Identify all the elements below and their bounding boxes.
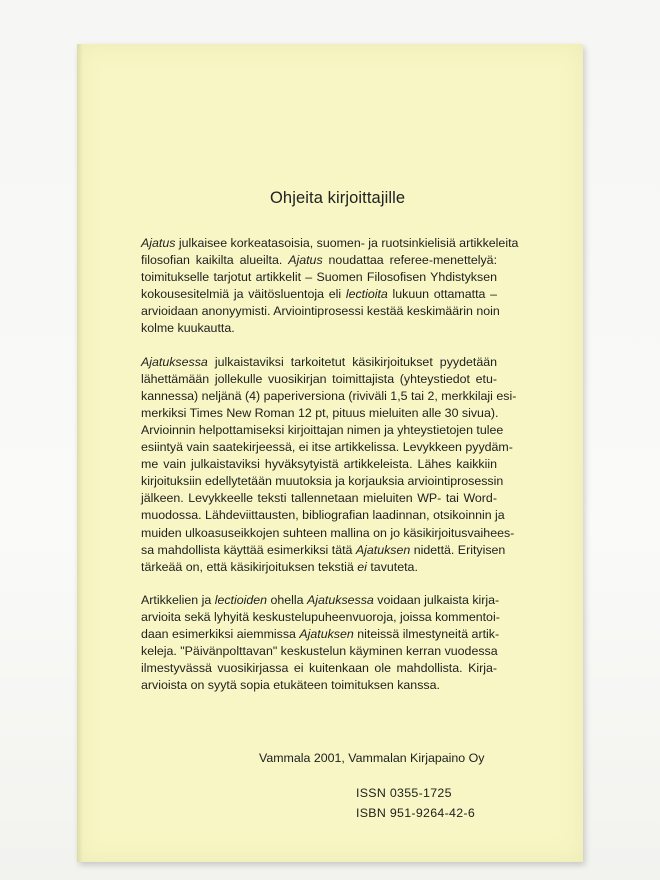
text-run: arvioista on syytä sopia etukäteen toimituksen kanssa.	[141, 678, 440, 693]
italic-text: ei	[357, 559, 367, 574]
italic-text: Ajatuksessa	[307, 592, 374, 607]
text-run: muiden ulkoasuseikkojen suhteen mallina on jo käsikirjoitusvaihees-	[141, 525, 515, 540]
text-run: arvioidaan anonyymisti. Arviointiprosessi kestää keskimäärin noin	[141, 304, 500, 319]
text-run: kannessa) neljänä (4) paperiversiona (riviväli 1,5 tai 2, merkkilaji esi-	[141, 388, 517, 403]
text-run: daan esimerkiksi aiemmissa	[141, 626, 300, 641]
italic-text: Ajatus	[288, 253, 323, 268]
text-run: julkaistaviksi tarkoitetut käsikirjoitukset pyydetään	[207, 354, 497, 369]
text-run: voidaan julkaista kirja-	[373, 592, 500, 607]
text-run: tavuteta.	[366, 559, 418, 574]
text-run: sa mahdollista käyttää esimerkiksi tätä	[141, 542, 356, 557]
isbn-number: ISBN 951-9264-42-6	[356, 806, 476, 820]
text-run: noudattaa referee-menettelyä:	[322, 253, 498, 268]
text-run: keleja. "Päivänpolttavan" keskustelun käyminen kerran vuodessa	[141, 644, 498, 659]
italic-text: lectioita	[345, 287, 388, 302]
text-run: kokousesitelmiä ja väitösluentoja eli	[141, 287, 346, 302]
book-back-cover	[77, 44, 583, 862]
italic-text: Ajatus	[141, 236, 176, 250]
text-run: nidettä. Erityisen	[410, 542, 506, 557]
text-run: esiintyä vain saatekirjeessä, ei itse artikkelissa. Levykkeen pyydäm-	[141, 440, 513, 455]
text-run: arvioita sekä lyhyitä keskustelupuheenvuoroja, joissa kommentoi-	[141, 609, 500, 624]
text-run: lukuun ottamatta –	[387, 287, 498, 302]
text-run: lähettämään jollekulle vuosikirjan toimittajista (yhteystiedot etu-	[141, 371, 497, 386]
issn-number: ISSN 0355-1725	[356, 786, 452, 800]
italic-text: Ajatuksessa	[141, 354, 208, 369]
text-run: kirjoituksiin edellytetään muutoksia ja korjauksia arviointiprosessin	[141, 474, 504, 489]
text-run: Artikkelien ja	[141, 592, 215, 607]
italic-text: Ajatuksen	[299, 626, 354, 641]
text-run: kolme kuukautta.	[141, 321, 235, 336]
text-run: toimitukselle tarjotut artikkelit – Suomen Filosofisen Yhdistyksen	[141, 270, 497, 285]
text-run: ilmestyvässä vuosikirjassa ei kuitenkaan ole mahdollista. Kirja-	[141, 661, 498, 676]
text-run: Arvioinnin helpottamiseksi kirjoittajan nimen ja yhteystietojen tulee	[141, 422, 504, 437]
text-run: muodossa. Lähdeviittausten, bibliografian laadinnan, otsikoinnin ja	[141, 508, 505, 523]
text-run: ohella	[267, 592, 308, 607]
text-run: merkiksi Times New Roman 12 pt, pituus mieluiten alle 30 sivua).	[141, 405, 499, 420]
italic-text: lectioiden	[214, 592, 268, 607]
page-heading: Ohjeita kirjoittajille	[270, 189, 406, 207]
text-run: filosofian kaikilta alueilta.	[141, 253, 289, 268]
text-run: me vain julkaistaviksi hyväksytyistä artikkeleista. Lähes kaikkiin	[141, 457, 497, 472]
text-run: niteissä ilmestyneitä artik-	[353, 626, 500, 641]
printer-imprint: Vammala 2001, Vammalan Kirjapaino Oy	[259, 751, 485, 765]
text-run: julkaisee korkeatasoisia, suomen- ja ruotsinkielisiä artikkeleita	[175, 236, 519, 250]
colophon	[77, 44, 583, 862]
text-run: tärkeää on, että käsikirjoituksen tekstiä	[141, 559, 358, 574]
italic-text: Ajatuksen	[355, 542, 411, 557]
text-run: jälkeen. Levykkeelle teksti tallennetaan mieluiten WP- tai Word-	[141, 491, 497, 506]
